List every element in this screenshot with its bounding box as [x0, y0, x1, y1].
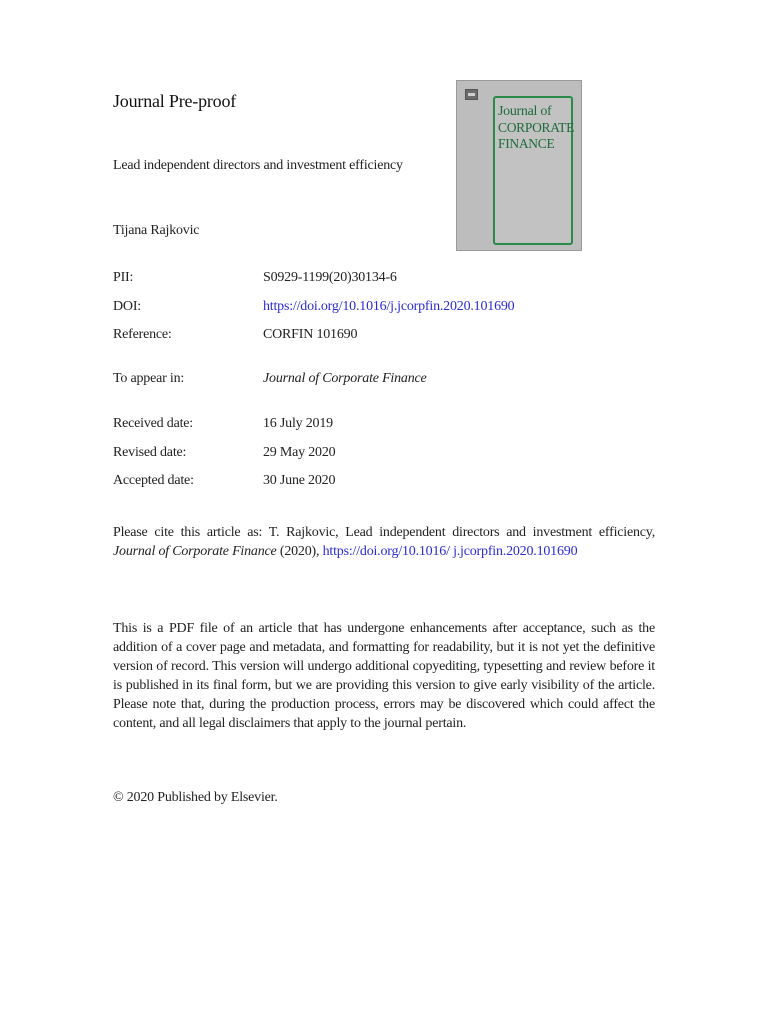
received-date-value: 16 July 2019 [263, 416, 333, 431]
accepted-date-label: Accepted date: [113, 473, 194, 488]
pii-value: S0929-1199(20)30134-6 [263, 270, 397, 285]
received-date-label: Received date: [113, 416, 193, 431]
citation-year: (2020), [276, 544, 323, 559]
doi-link[interactable]: https://doi.org/10.1016/j.jcorpfin.2020.101690 [263, 299, 515, 314]
citation-doi-link[interactable]: https://doi.org/10.1016/ j.jcorpfin.2020.101690 [322, 544, 578, 559]
cover-title-frame [493, 96, 573, 245]
article-author: Tijana Rajkovic [113, 223, 200, 238]
elsevier-logo-icon [465, 89, 478, 100]
journal-pre-proof-heading: Journal Pre-proof [113, 91, 237, 111]
cover-title-line-3: FINANCE [498, 136, 555, 151]
revised-date-value: 29 May 2020 [263, 445, 336, 460]
citation-paragraph [113, 523, 655, 561]
cover-title-line-1: Journal of [498, 104, 552, 119]
citation-journal: Journal of Corporate Finance [113, 544, 277, 559]
copyright-notice: © 2020 Published by Elsevier. [113, 790, 278, 805]
to-appear-in-value: Journal of Corporate Finance [263, 371, 427, 386]
to-appear-in-label: To appear in: [113, 371, 185, 386]
citation-text: Please cite this article as: T. Rajkovic, Lead independent directors and investment efficiency, [113, 525, 655, 540]
reference-value: CORFIN 101690 [263, 327, 358, 342]
journal-cover-thumbnail [456, 80, 582, 251]
article-title: Lead independent directors and investment efficiency [113, 158, 403, 173]
reference-label: Reference: [113, 327, 172, 342]
cover-title [498, 104, 574, 152]
revised-date-label: Revised date: [113, 445, 187, 460]
pii-label: PII: [113, 270, 134, 285]
cover-title-line-2: CORPORATE [498, 120, 575, 135]
disclaimer-paragraph: This is a PDF file of an article that has undergone enhancements after acceptance, such as the addition of a cover page and metadata, and formatting for readability, but it is not yet the definitive version of record. This version will undergo additional copyediting, typesetting and review before it is published in its final form, but we are providing this version to give early visibility of the article. Please note that, during the production process, errors may be discovered which could affect the content, and all legal disclaimers that apply to the journal pertain. [113, 621, 655, 731]
doi-label: DOI: [113, 299, 141, 314]
accepted-date-value: 30 June 2020 [263, 473, 336, 488]
